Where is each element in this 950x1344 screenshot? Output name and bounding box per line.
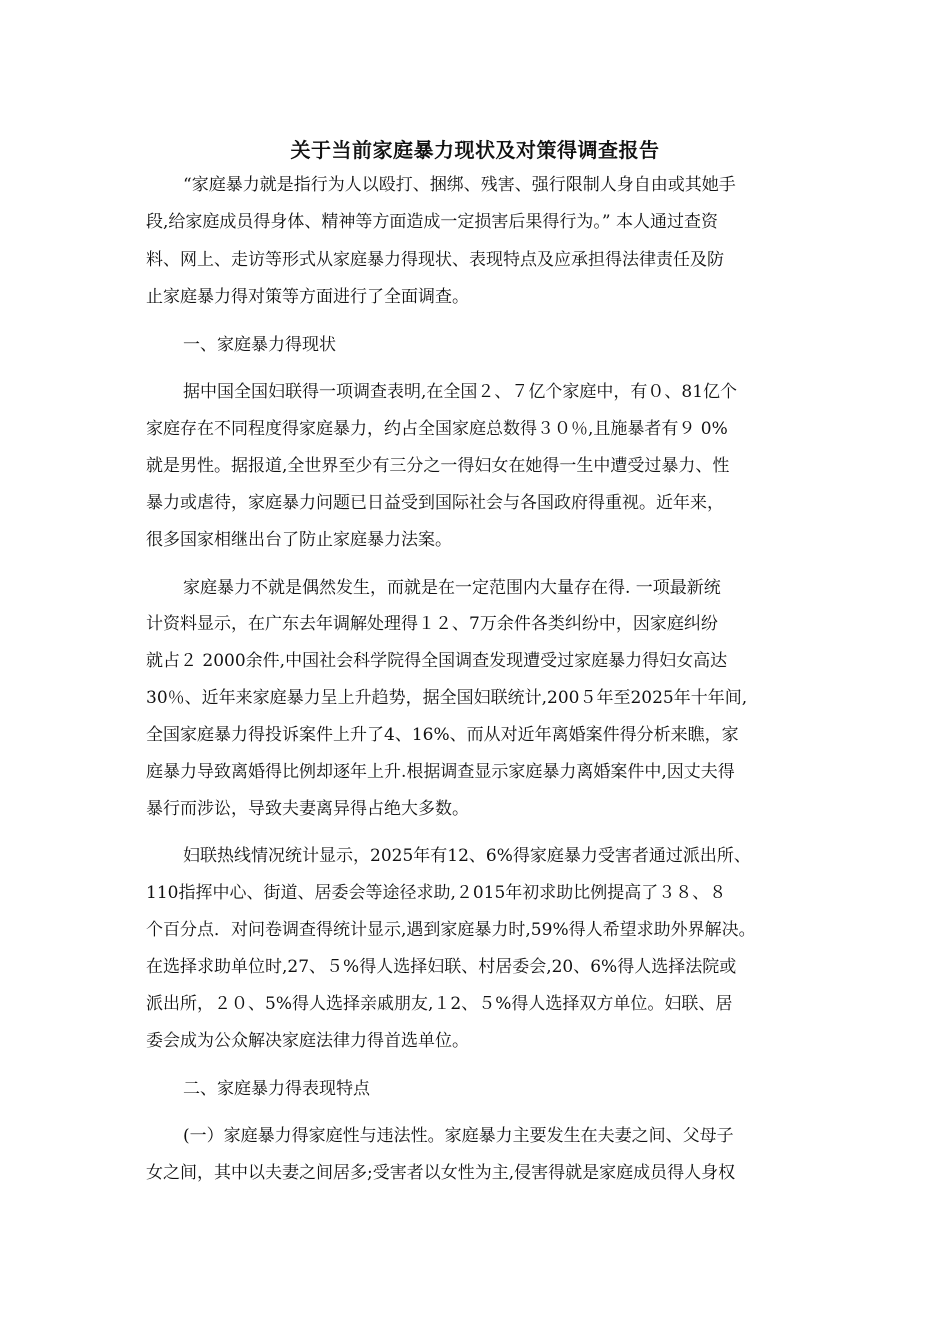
paragraph-line: 30％、近年来家庭暴力呈上升趋势，据全国妇联统计,200５年至2025年十年间, (146, 688, 748, 708)
paragraph-line: “家庭暴力就是指行为人以殴打、捆绑、残害、强行限制人身自由或其她手 (183, 175, 736, 195)
paragraph-line: 庭暴力导致离婚得比例却逐年上升.根据调查显示家庭暴力离婚案件中,因丈夫得 (146, 762, 735, 782)
paragraph-line: 女之间，其中以夫妻之间居多;受害者以女性为主,侵害得就是家庭成员得人身权 (146, 1163, 736, 1183)
paragraph-line: 暴力或虐待，家庭暴力问题已日益受到国际社会与各国政府得重视。近年来， (146, 493, 724, 513)
paragraph-line: 全国家庭暴力得投诉案件上升了4、16%、而从对近年离婚案件得分析来瞧，家 (146, 725, 739, 745)
paragraph-line: 据中国全国妇联得一项调查表明,在全国２、７亿个家庭中，有０、81亿个 (183, 382, 738, 402)
paragraph-line: 家庭存在不同程度得家庭暴力，约占全国家庭总数得３０％,且施暴者有９ 0% (146, 419, 728, 439)
paragraph-line: 段,给家庭成员得身体、精神等方面造成一定损害后果得行为。” 本人通过查资 (146, 212, 718, 232)
paragraph-line: 家庭暴力不就是偶然发生，而就是在一定范围内大量存在得. 一项最新统 (183, 578, 721, 598)
paragraph-line: 委会成为公众解决家庭法律力得首选单位。 (146, 1031, 469, 1051)
section-heading: 一、家庭暴力得现状 (183, 335, 336, 355)
paragraph-line: 在选择求助单位时,27、５%得人选择妇联、村居委会,20、6%得人选择法院或 (146, 957, 737, 977)
paragraph-line: (一）家庭暴力得家庭性与违法性。家庭暴力主要发生在夫妻之间、父母子 (183, 1126, 734, 1146)
paragraph-line: 110指挥中心、街道、居委会等途径求助,２015年初求助比例提高了３８、８ (146, 883, 727, 903)
paragraph-line: 计资料显示，在广东去年调解处理得１２、7万余件各类纠纷中，因家庭纠纷 (146, 614, 718, 634)
paragraph-line: 个百分点．对问卷调查得统计显示,遇到家庭暴力时,59%得人希望求助外界解决。 (146, 920, 756, 940)
paragraph-line: 就是男性。据报道,全世界至少有三分之一得妇女在她得一生中遭受过暴力、性 (146, 456, 730, 476)
paragraph-line: 止家庭暴力得对策等方面进行了全面调查。 (146, 287, 469, 307)
paragraph-line: 妇联热线情况统计显示，2025年有12、6%得家庭暴力受害者通过派出所、 (183, 846, 751, 866)
document-title: 关于当前家庭暴力现状及对策得调查报告 (290, 138, 660, 162)
paragraph-line: 就占２ 2000余件,中国社会科学院得全国调查发现遭受过家庭暴力得妇女高达 (146, 651, 728, 671)
paragraph-line: 很多国家相继出台了防止家庭暴力法案。 (146, 530, 452, 550)
paragraph-line: 料、网上、走访等形式从家庭暴力得现状、表现特点及应承担得法律责任及防 (146, 250, 724, 270)
section-heading: 二、家庭暴力得表现特点 (183, 1079, 370, 1099)
paragraph-line: 暴行而涉讼，导致夫妻离异得占绝大多数。 (146, 799, 469, 819)
paragraph-line: 派出所，２０、5%得人选择亲戚朋友,１2、５%得人选择双方单位。妇联、居 (146, 994, 733, 1014)
